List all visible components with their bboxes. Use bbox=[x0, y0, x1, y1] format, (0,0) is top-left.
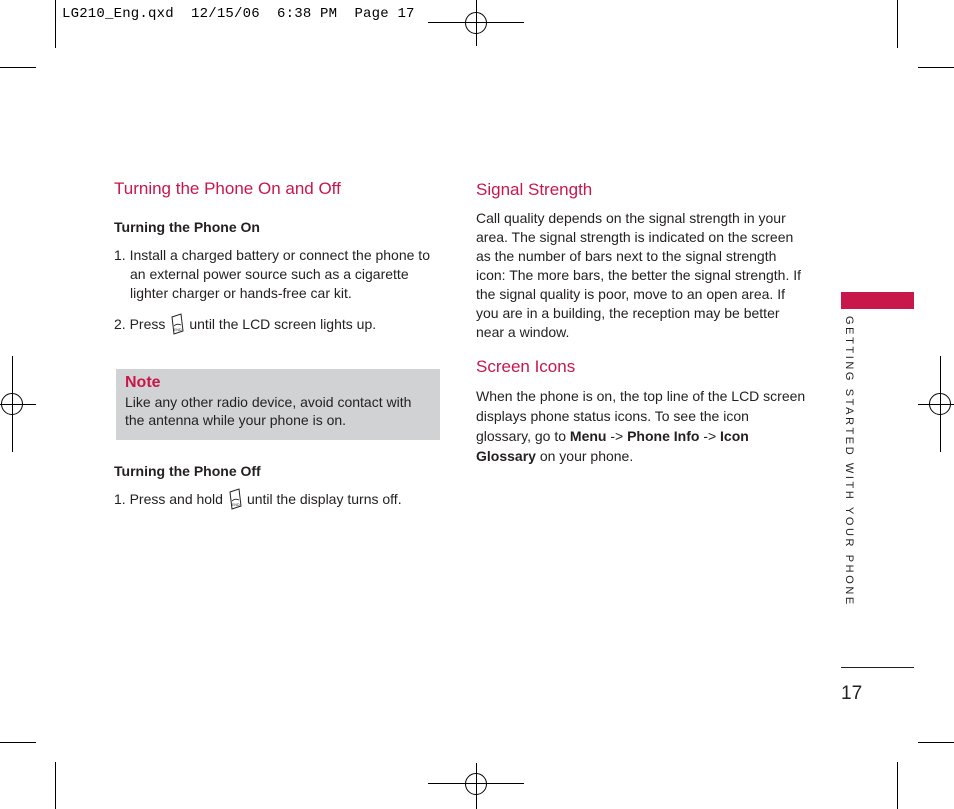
chapter-tab-marker bbox=[841, 292, 914, 309]
note-box bbox=[116, 369, 440, 440]
note-title: Note bbox=[125, 374, 161, 391]
end-power-key-icon bbox=[169, 313, 185, 335]
page-number-rule bbox=[841, 667, 914, 668]
turning-off-steps bbox=[114, 488, 446, 510]
menu-path-menu: Menu bbox=[569, 428, 607, 444]
step-text: until the LCD screen lights up. bbox=[189, 316, 377, 332]
page-number: 17 bbox=[841, 683, 863, 704]
screen-icons-text: When the phone is on, the top line of the LCD screen displays phone status icons. To see the icon glossary, go to bbox=[476, 388, 806, 444]
menu-path-phone-info: Phone Info bbox=[627, 428, 700, 444]
section-title-signal-strength: Signal Strength bbox=[476, 180, 593, 199]
svg-text:END: END bbox=[174, 328, 182, 332]
subheading-turning-off: Turning the Phone Off bbox=[114, 463, 261, 479]
step-text: until the display turns off. bbox=[246, 491, 402, 507]
crop-mark bbox=[55, 0, 56, 48]
signal-strength-paragraph: Call quality depends on the signal strength in your area. The signal strength is indicated on the screen as the number of bars next to the signal strength icon: The more bars, the better the signal strength. If the signal quality is poor, move to an open area. If you are in a building, the reception may be better near a window. bbox=[476, 210, 802, 340]
menu-path-icon-glossary: Icon Glossary bbox=[476, 428, 749, 464]
section-title-turning-on-off: Turning the Phone On and Off bbox=[114, 179, 341, 198]
list-item: 1. Install a charged battery or connect the phone to an external power source such as a cigarette lighter charger or hands-free car kit. bbox=[114, 247, 430, 301]
step-text: 2. Press bbox=[114, 316, 166, 332]
crop-mark bbox=[55, 762, 56, 809]
svg-text:END: END bbox=[231, 503, 240, 507]
chapter-tab-label: GETTING STARTED WITH YOUR PHONE bbox=[843, 316, 855, 607]
list-item bbox=[114, 488, 446, 510]
printer-slug-line: LG210_Eng.qxd 12/15/06 6:38 PM Page 17 bbox=[62, 6, 415, 22]
crop-mark bbox=[0, 742, 36, 743]
screen-icons-paragraph bbox=[476, 386, 806, 466]
crop-mark bbox=[897, 762, 898, 809]
registration-mark-icon bbox=[428, 760, 524, 809]
registration-mark-icon bbox=[428, 0, 524, 50]
turning-on-steps bbox=[114, 246, 446, 335]
crop-mark bbox=[918, 67, 954, 68]
crop-mark bbox=[0, 67, 36, 68]
note-text: Like any other radio device, avoid contact with the antenna while your phone is on. bbox=[125, 394, 412, 428]
registration-mark-icon bbox=[0, 356, 36, 452]
subheading-turning-on: Turning the Phone On bbox=[114, 219, 260, 235]
menu-path-arrow: -> bbox=[703, 428, 717, 444]
screen-icons-text: on your phone. bbox=[539, 448, 634, 464]
crop-mark bbox=[897, 0, 898, 48]
registration-mark-icon bbox=[918, 356, 954, 452]
end-power-key-icon bbox=[227, 488, 243, 510]
list-item bbox=[114, 313, 446, 335]
step-text: 1. Press and hold bbox=[114, 491, 223, 507]
section-title-screen-icons: Screen Icons bbox=[476, 357, 576, 376]
crop-mark bbox=[918, 742, 954, 743]
menu-path-arrow: -> bbox=[610, 428, 624, 444]
